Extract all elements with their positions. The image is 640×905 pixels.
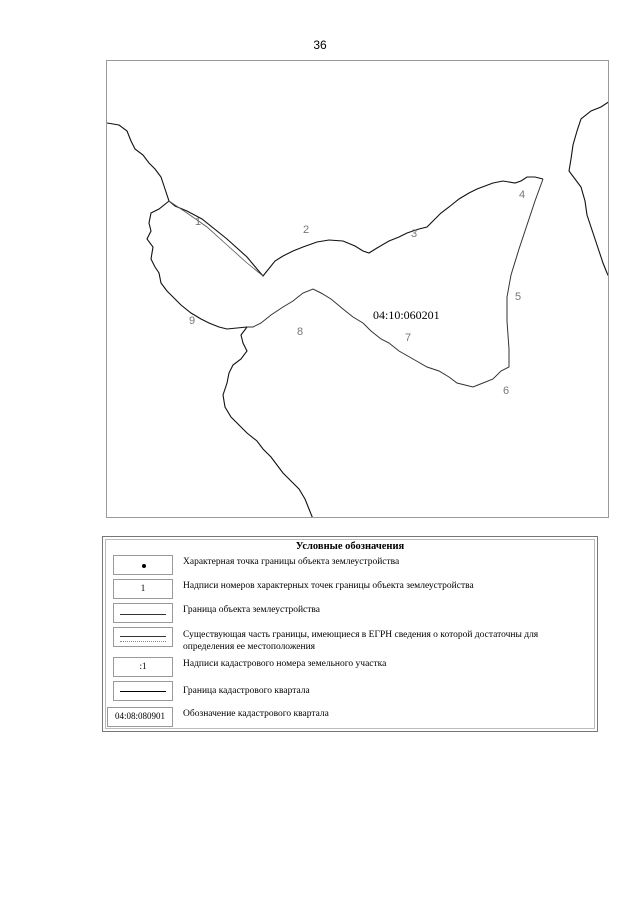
legend-symbol-text: 04:08:080901 <box>114 711 165 721</box>
legend-symbol-line <box>113 627 173 647</box>
point-label-7: 7 <box>405 332 412 344</box>
legend-item-text: Характерная точка границы объекта землеустройства <box>183 557 400 567</box>
legend-symbol-point <box>113 555 173 575</box>
object-boundary-upper <box>169 201 263 276</box>
point-label-5: 5 <box>515 291 522 303</box>
point-label-4: 4 <box>519 189 526 201</box>
legend-symbol-label <box>113 579 173 599</box>
point-label-8: 8 <box>297 326 304 338</box>
legend-item-text: Надписи кадастрового номера земельного участка <box>183 659 387 669</box>
cadastral-quarter-label: 04:10:060201 <box>373 308 440 322</box>
point-label-3: 3 <box>411 228 418 240</box>
point-label-1: 1 <box>195 216 202 228</box>
legend-title: Условные обозначения <box>295 541 405 552</box>
point-label-6: 6 <box>503 385 510 397</box>
legend-symbol-label <box>107 707 173 727</box>
point-marker-icon <box>142 564 146 568</box>
legend-item-text: Обозначение кадастрового квартала <box>183 709 329 719</box>
point-label-9: 9 <box>189 315 196 327</box>
line-icon <box>120 614 166 615</box>
legend-item-text: Надписи номеров характерных точек границы объекта землеустройства <box>183 581 474 591</box>
legend-item-text: Существующая часть границы, имеющиеся в ЕГРН сведения о которой достаточны для определения ее местоположения <box>183 630 539 652</box>
legend-item-text: Граница объекта землеустройства <box>183 605 320 615</box>
point-label-2: 2 <box>303 224 310 236</box>
cadastral-boundary-right <box>569 101 609 279</box>
line-icon <box>120 636 166 637</box>
legend-symbol-line <box>113 681 173 701</box>
map-frame <box>106 60 609 518</box>
legend-symbol-label <box>113 657 173 677</box>
cadastral-boundary-top-left <box>107 123 543 276</box>
dotted-line-icon <box>120 641 166 642</box>
legend-item-text: Граница кадастрового квартала <box>183 686 310 696</box>
thick-line-icon <box>120 691 166 692</box>
page-number: 36 <box>313 38 327 52</box>
object-boundary <box>247 179 543 387</box>
legend-symbol-text: :1 <box>139 661 147 671</box>
legend <box>102 536 598 732</box>
legend-symbol-line <box>113 603 173 623</box>
cadastral-map <box>107 61 609 518</box>
legend-symbol-text: 1 <box>140 583 146 593</box>
cadastral-boundary-lower <box>223 327 313 518</box>
